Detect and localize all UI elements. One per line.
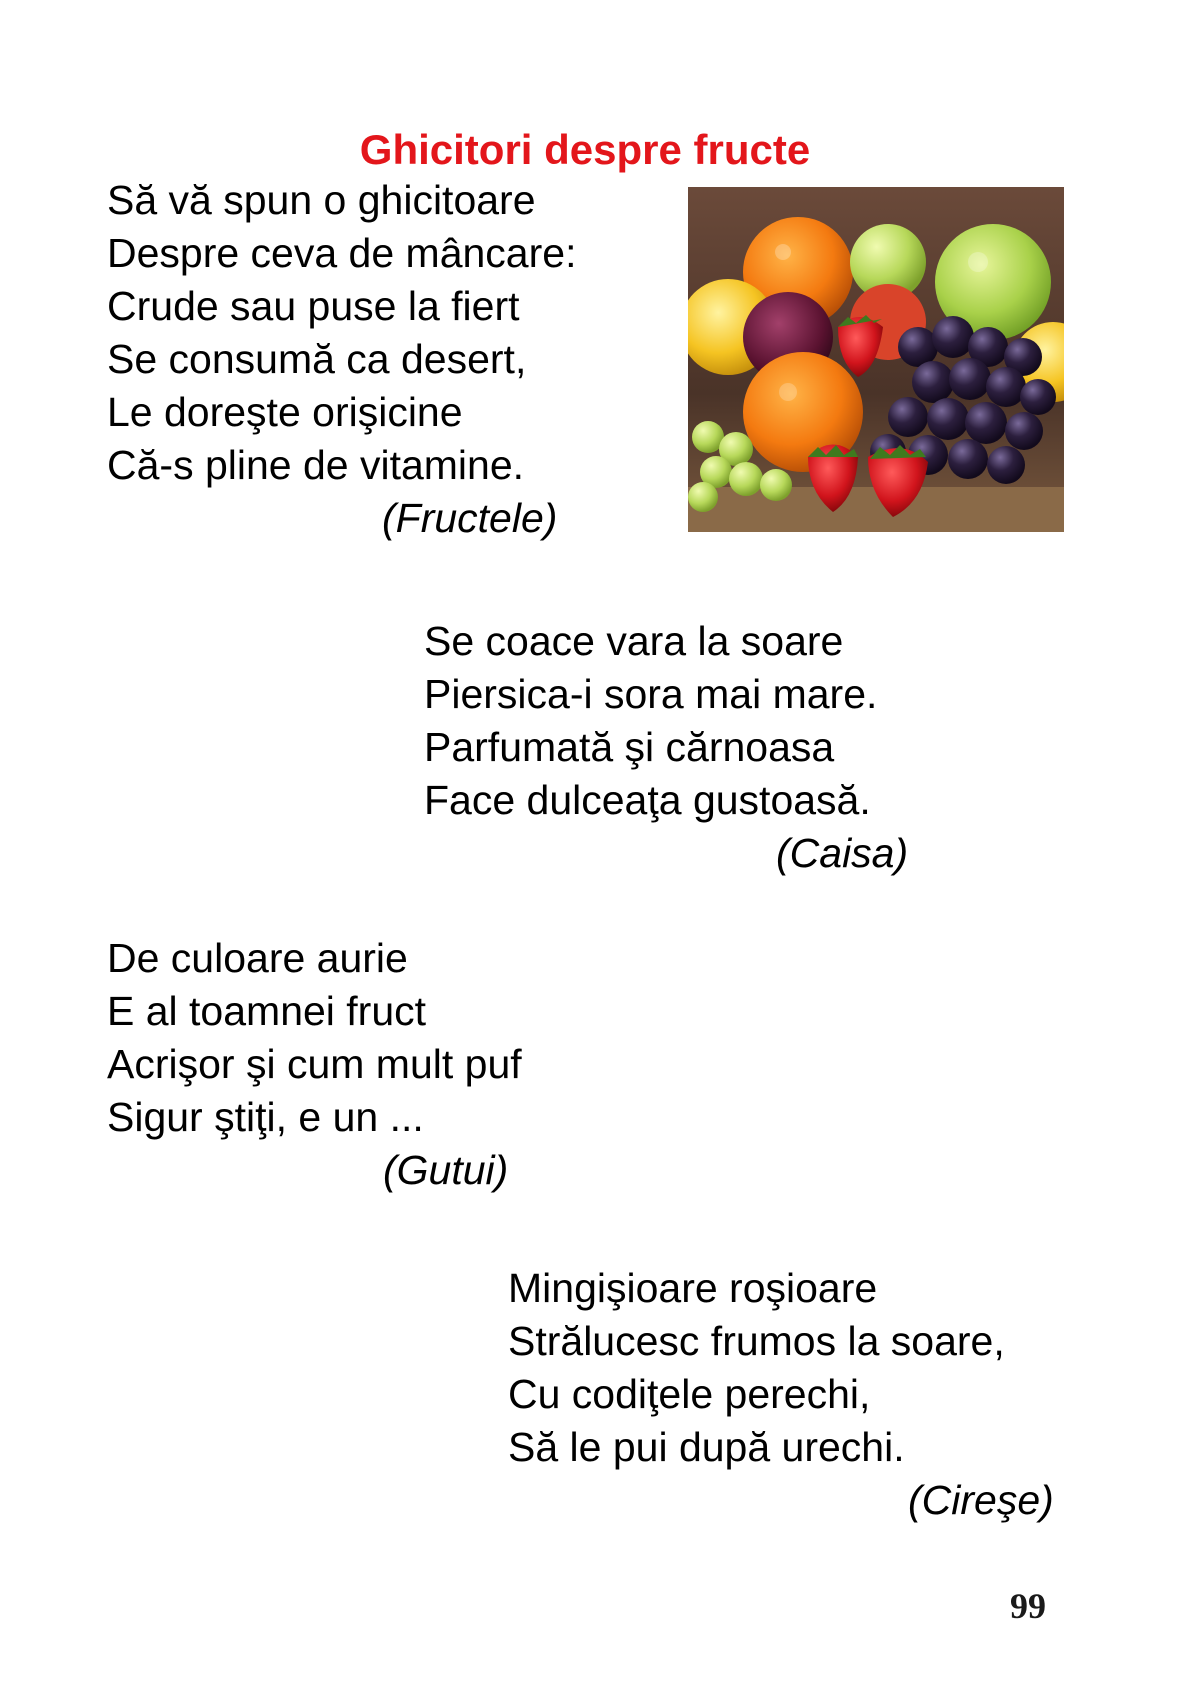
riddle-cirese bbox=[508, 1262, 1054, 1527]
riddle-line: Să vă spun o ghicitoare bbox=[107, 177, 536, 223]
riddle-fructele bbox=[107, 174, 576, 545]
riddle-line: Că-s pline de vitamine. bbox=[107, 442, 525, 488]
riddle-line: Strălucesc frumos la soare, bbox=[508, 1318, 1005, 1364]
riddle-answer: (Fructele) bbox=[382, 495, 558, 541]
riddle-line: Se coace vara la soare bbox=[424, 618, 844, 664]
riddle-line: De culoare aurie bbox=[107, 935, 408, 981]
riddle-line: Cu codiţele perechi, bbox=[508, 1371, 871, 1417]
riddle-line: Despre ceva de mâncare: bbox=[107, 230, 577, 276]
riddle-line: Le doreşte orişicine bbox=[107, 389, 463, 435]
riddle-caisa bbox=[424, 615, 908, 880]
page-title: Ghicitori despre fructe bbox=[359, 126, 811, 174]
riddle-line: Face dulceaţa gustoasă. bbox=[424, 777, 871, 823]
riddle-line: E al toamnei fruct bbox=[107, 988, 427, 1034]
fruit-pile-photo bbox=[688, 187, 1064, 532]
riddle-answer: (Gutui) bbox=[383, 1147, 509, 1193]
riddle-gutui bbox=[107, 932, 522, 1197]
riddle-line: Acrişor şi cum mult puf bbox=[107, 1041, 522, 1087]
riddle-line: Crude sau puse la fiert bbox=[107, 283, 520, 329]
riddle-line: Parfumată şi cărnoasa bbox=[424, 724, 835, 770]
riddle-answer: (Caisa) bbox=[776, 830, 909, 876]
page-number: 99 bbox=[1010, 1586, 1046, 1626]
riddle-line: Să le pui după urechi. bbox=[508, 1424, 905, 1470]
riddle-line: Sigur ştiţi, e un ... bbox=[107, 1094, 424, 1140]
riddle-line: Se consumă ca desert, bbox=[107, 336, 527, 382]
riddle-line: Mingişioare roşioare bbox=[508, 1265, 878, 1311]
riddle-answer: (Cireşe) bbox=[908, 1477, 1054, 1523]
riddle-line: Piersica-i sora mai mare. bbox=[424, 671, 878, 717]
